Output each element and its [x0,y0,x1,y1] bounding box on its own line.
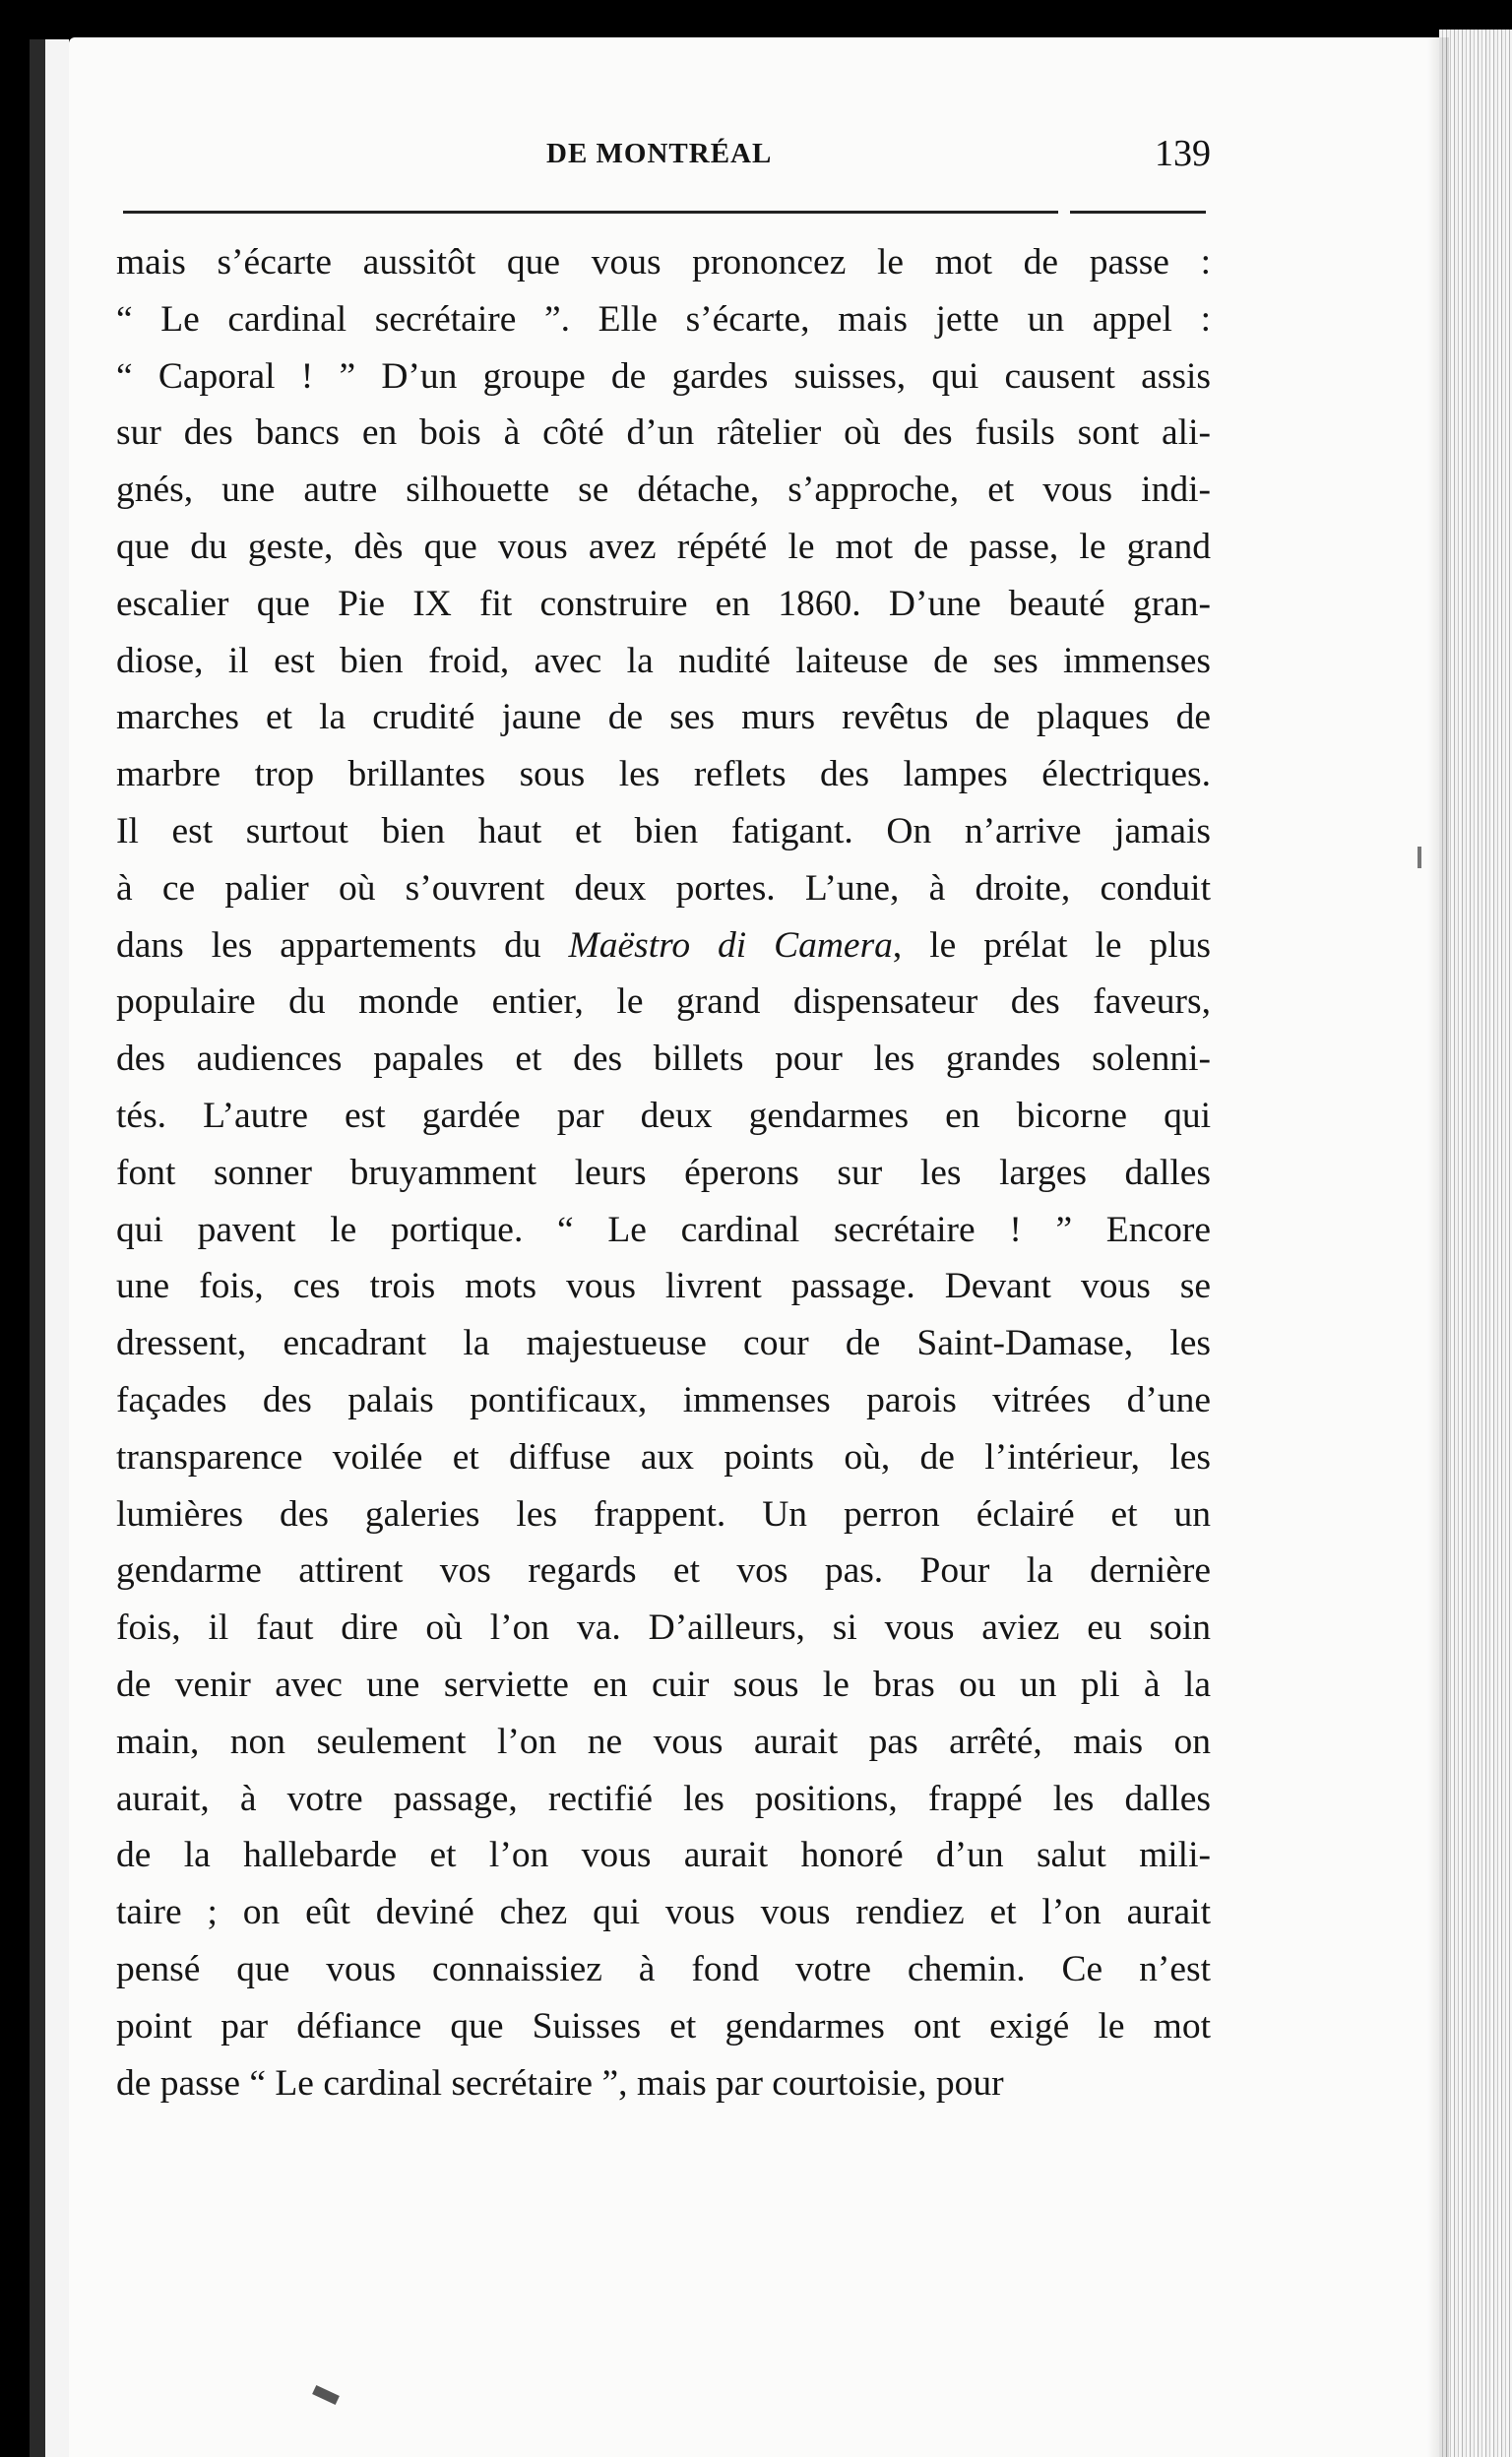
header-rule-gap [1058,209,1070,216]
text-line: font sonner bruyamment leurs éperons sur les larges dalles [116,1152,1211,1193]
text-line: marbre trop brillantes sous les reflets des lampes électriques. [116,754,1211,795]
italic-title: Maëstro di Camera [568,924,893,966]
text-line: taire ; on eût deviné chez qui vous vous rendiez et l’on aurait [116,1892,1211,1933]
text-line: transparence voilée et diffuse aux points où, de l’intérieur, les [116,1436,1211,1478]
header-rule [123,211,1206,214]
running-head [123,133,1211,183]
text-line: gnés, une autre silhouette se détache, s’approche, et vous indi- [116,470,1211,511]
text-line: dans les appartements du Maëstro di Camera, le prélat le plus [116,924,1211,966]
text-line: pensé que vous connaissiez à fond votre chemin. Ce n’est [116,1948,1211,1989]
text-line: populaire du monde entier, le grand dispensateur des faveurs, [116,981,1211,1023]
text-line: une fois, ces trois mots vous livrent passage. Devant vous se [116,1266,1211,1307]
text-line: gendarme attirent vos regards et vos pas. Pour la dernière [116,1550,1211,1592]
running-title: DE MONTRÉAL [546,138,773,169]
text-line: de venir avec une serviette en cuir sous le bras ou un pli à la [116,1664,1211,1705]
text-line: “ Caporal ! ” D’un groupe de gardes suisses, qui causent assis [116,355,1211,397]
text-line: de la hallebarde et l’on vous aurait honoré d’un salut mili- [116,1835,1211,1876]
text-line: mais s’écarte aussitôt que vous prononcez le mot de passe : [116,242,1211,283]
scan-speck [1418,847,1421,868]
text-line: qui pavent le portique. “ Le cardinal secrétaire ! ” Encore [116,1209,1211,1250]
text-line: marches et la crudité jaune de ses murs revêtus de plaques de [116,697,1211,738]
text-line: dressent, encadrant la majestueuse cour de Saint-Damase, les [116,1323,1211,1364]
text-line: main, non seulement l’on ne vous aurait pas arrêté, mais on [116,1721,1211,1762]
body-text [116,234,1211,2111]
text-line: tés. L’autre est gardée par deux gendarmes en bicorne qui [116,1095,1211,1136]
page-edge-shade [1427,37,1449,2457]
book-spine-shadow [0,39,69,2457]
text-line: façades des palais pontificaux, immenses parois vitrées d’une [116,1379,1211,1420]
text-line: sur des bancs en bois à côté d’un râtelier où des fusils sont ali- [116,412,1211,454]
text-line: diose, il est bien froid, avec la nudité laiteuse de ses immenses [116,640,1211,681]
text-line: aurait, à votre passage, rectifié les positions, frappé les dalles [116,1778,1211,1819]
text-line: que du geste, dès que vous avez répété le mot de passe, le grand [116,526,1211,567]
page-edges [1439,30,1512,2457]
text-line: Il est surtout bien haut et bien fatigant. On n’arrive jamais [116,810,1211,851]
text-line: “ Le cardinal secrétaire ”. Elle s’écarte, mais jette un appel : [116,298,1211,340]
text-line: des audiences papales et des billets pour les grandes solenni- [116,1039,1211,1080]
text-line: de passe “ Le cardinal secrétaire ”, mais par courtoisie, pour [116,2062,1004,2104]
text-line: lumières des galeries les frappent. Un perron éclairé et un [116,1493,1211,1535]
text-line: escalier que Pie IX fit construire en 1860. D’une beauté gran- [116,583,1211,624]
page-number: 139 [1155,133,1211,174]
text-line: point par défiance que Suisses et gendarmes ont exigé le mot [116,2005,1211,2047]
text-line: fois, il faut dire où l’on va. D’ailleurs, si vous aviez eu soin [116,1607,1211,1649]
text-line: à ce palier où s’ouvrent deux portes. L’une, à droite, conduit [116,867,1211,909]
